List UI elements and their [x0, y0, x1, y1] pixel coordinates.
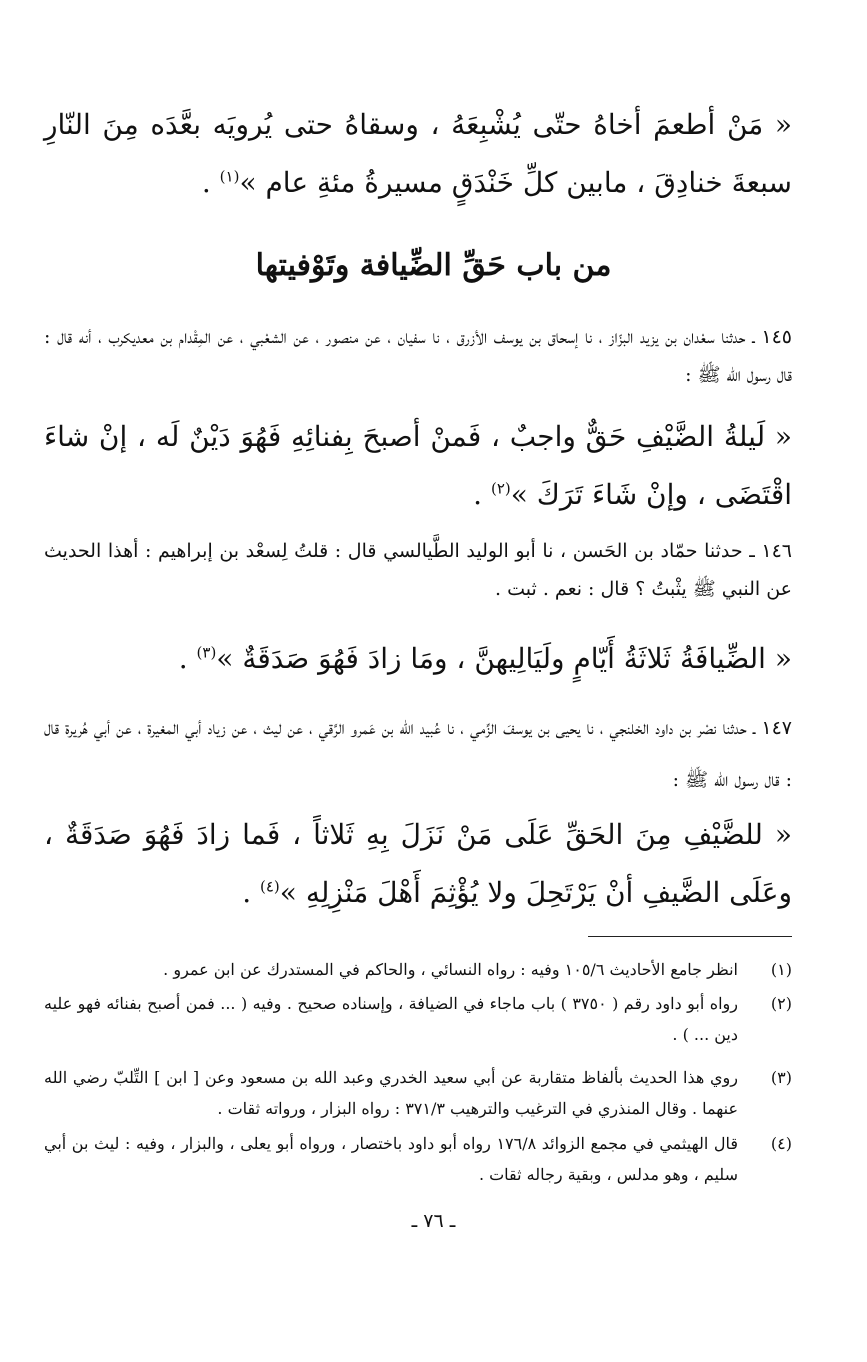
sentence-end: . [473, 478, 491, 511]
footnote-text: قال الهيثمي في مجمع الزوائد ١٧٦/٨ رواه أبو داود باختصار ، ورواه أبو يعلى ، والبزار ، وفيه : ليث بن أبي سليم ، وهو مدلس ، وبقية رجاله ثقات . [44, 1134, 738, 1184]
footnote-1 [44, 954, 792, 985]
footnote-ref: (٤) [260, 877, 280, 896]
footnote-ref: (١) [219, 167, 240, 186]
footnote-number: (١) [770, 960, 792, 979]
hadith-146-isnad: ١٤٦ ـ حدثنا حمّاد بن الحَسن ، نا أبو الوليد الطَّيالسي قال : قلتُ لِسعْد بن إبراهيم : أهذا الحديث عن النبي ﷺ يثْبتُ ؟ قال : نعم . ثبت . [44, 540, 792, 600]
hadith-text-opening [44, 96, 792, 212]
hadith-147-isnad: ١٤٧ ـ حدثنا نصْر بن داود الخلنجي ، نا يحيى بن يوسفَ الزِّمي ، نا عُبيد الله بن عَمرو الرَّقي ، عن ليث ، عن زياد أبي المغيرة ، عن أبي هُريرة قال : قال رسول الله ﷺ : [44, 717, 792, 791]
footnote-number: (٢) [770, 994, 792, 1013]
sentence-end: . [201, 166, 220, 199]
footnote-text: انظر جامع الأحاديث ١٠٥/٦ وفيه : رواه النسائي ، والحاكم في المستدرك عن ابن عمرو . [163, 960, 738, 979]
footnote-ref: (٣) [196, 643, 217, 662]
footnote-3 [44, 1062, 792, 1124]
hadith-145-matn [44, 408, 792, 524]
hadith-145-isnad: ١٤٥ ـ حدثنا سعْدان بن يزيد البزّاز ، نا إسحاق بن يوسف الأزرق ، نا سفيان ، عن منصور ، عن الشعْبي ، عن المِقْدام بن معديكرب ، أنه قال : قال رسول الله ﷺ : [44, 326, 792, 386]
page-number: ـ ٧٦ ـ [411, 1210, 456, 1232]
footnote-text: رواه أبو داود رقم ( ٣٧٥٠ ) باب ماجاء في الضيافة ، وإسناده صحيح . وفيه ( ... فمن أصبح بفنائه فهو عليه دين ... ) . [44, 994, 739, 1044]
hadith-matn: « مَنْ أطعمَ أخاهُ حتّى يُشْبِعَهُ ، وسقاهُ حتى يُرويَه بعَّدَه مِنَ النّارِ سبعةَ خنادِقَ ، مابين كلِّ خَنْدَقٍ مسيرةُ مئةِ عام » [44, 108, 792, 199]
sentence-end: . [242, 876, 260, 909]
footnote-divider [588, 936, 792, 937]
hadith-146-matn [44, 630, 792, 688]
hadith-matn: « الضِّيافَةُ ثَلاثَةُ أَيّامٍ ولَيَالِيهنَّ ، ومَا زادَ فَهُوَ صَدَقَةٌ » [216, 642, 792, 675]
footnote-ref: (٢) [490, 479, 511, 498]
sentence-end: . [178, 642, 197, 675]
footnote-2 [44, 988, 792, 1050]
footnote-number: (٤) [770, 1134, 792, 1153]
footnote-text: روي هذا الحديث بألفاظ متقاربة عن أبي سعيد الخدري وعبد الله بن مسعود وعن [ ابن ] التِّلبّ رضي الله عنهما . وقال المنذري في الترغيب والترهيب ٣٧١/٣ : رواه البزار ، ورواته ثقات . [44, 1068, 738, 1118]
hadith-matn: « للضَّيْفِ مِنَ الحَقِّ عَلَى مَنْ نَزَلَ بِهِ ثَلاثاً ، فَما زادَ فَهُوَ صَدَقَةٌ ، وعَلَى الضَّيفِ أنْ يَرْتَحِلَ ولا يُؤْثِمَ أَهْلَ مَنْزِلِهِ » [44, 818, 792, 909]
chapter-heading: من باب حَقِّ الضِّيافة وتَوْفيتها [255, 248, 612, 283]
footnote-number: (٣) [770, 1068, 792, 1087]
footnote-4 [44, 1128, 792, 1190]
hadith-matn: « لَيلةُ الضَّيْفِ حَقٌّ واجبٌ ، فَمنْ أصبحَ بِفنائِهِ فَهُوَ دَيْنٌ لَه ، إنْ شاءَ اقْتَضَى ، وإنْ شَاءَ تَرَكَ » [44, 420, 792, 511]
hadith-147-matn [44, 806, 792, 922]
